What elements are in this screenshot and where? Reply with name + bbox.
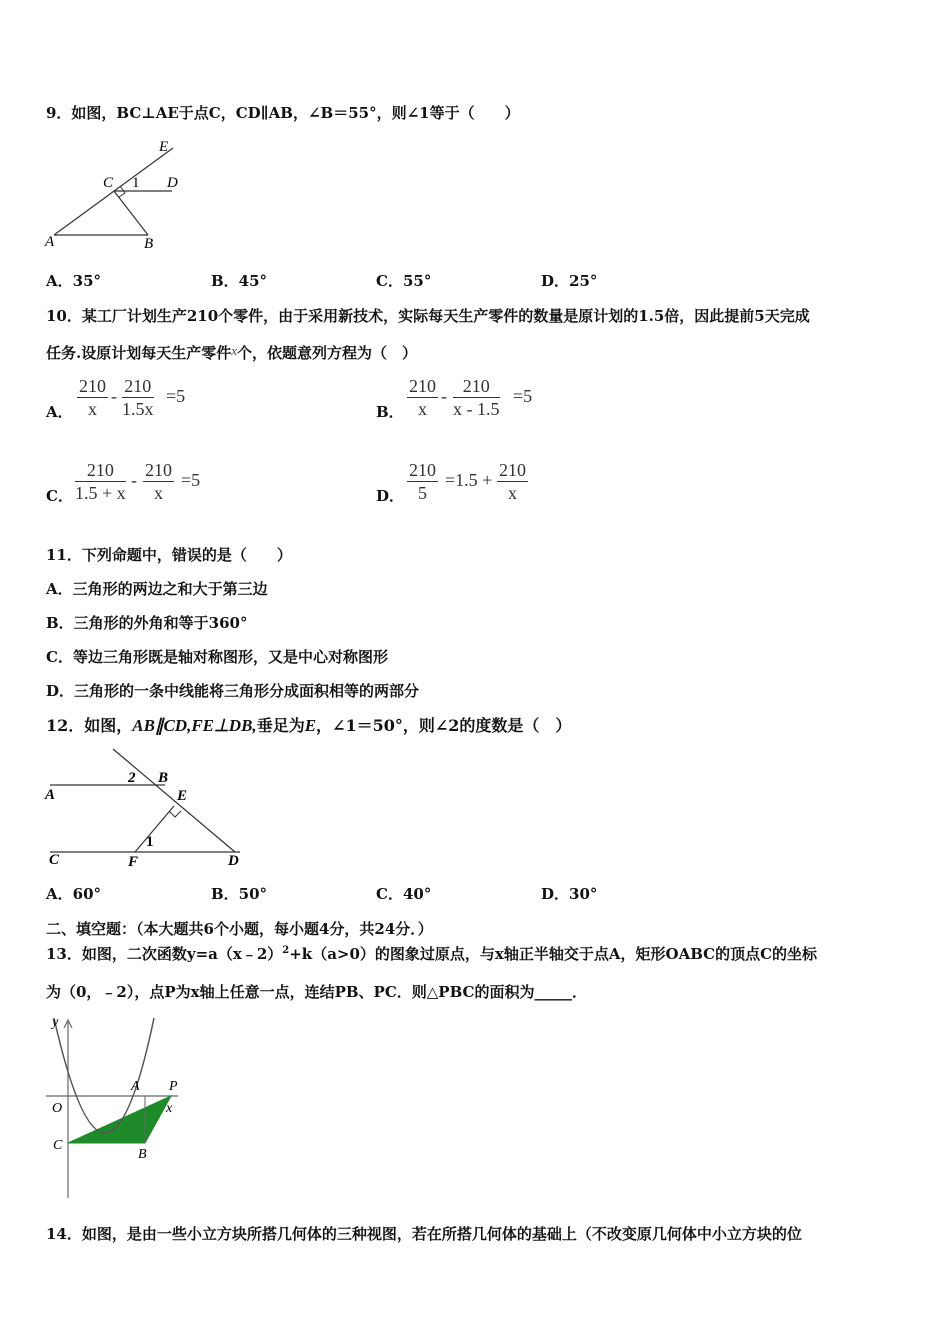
q12-label-C: C [49, 852, 60, 868]
q10-stem-line2b: 个，依题意列方程为（ ） [237, 344, 418, 362]
q10-a-num1: 210 [79, 376, 106, 396]
q12-label-D: D [228, 853, 239, 869]
q10-d-frac1 [407, 459, 438, 504]
q10-b-den2: x - 1.5 [453, 399, 500, 419]
q11-option-a: A．三角形的两边之和大于第三边 [46, 580, 268, 598]
q10-stem-line2 [46, 342, 417, 363]
q10-c-den2: x [154, 483, 163, 503]
q10-c-num1: 210 [75, 459, 126, 482]
q11-option-d: D．三角形的一条中线能将三角形分成面积相等的两部分 [46, 682, 420, 700]
q12-stem-b: 垂足为 [256, 716, 305, 735]
q9-label-angle1: 1 [132, 175, 140, 191]
q10-c-num2: 210 [145, 460, 172, 480]
q10-d-mid: =1.5 + [445, 470, 493, 490]
q12-label-E: E [177, 788, 188, 804]
q10-b-num1: 210 [409, 376, 436, 396]
q10-b-num2: 210 [453, 375, 500, 398]
q13-line1 [46, 943, 817, 964]
q10-b-frac2 [453, 375, 500, 420]
q9-label-A: A [45, 234, 55, 250]
q10-stem-line1: 10．某工厂计划生产210个零件，由于采用新技术，实际每天生产零件的数量是原计划的1.5倍，因此提前5天完成 [46, 307, 810, 325]
q12-option-c: C．40° [376, 885, 432, 903]
q13-label-C: C [53, 1138, 63, 1153]
q12-label-F: F [128, 854, 139, 870]
q10-label-c: C． [46, 487, 73, 505]
q10-a-frac2 [122, 375, 154, 420]
q12-stem [46, 713, 571, 736]
section-fill-in-heading: 二、填空题：（本大题共6个小题，每小题4分，共24分．） [46, 920, 433, 938]
q12-figure [40, 742, 250, 874]
q9-label-B: B [144, 236, 154, 252]
q10-a-op: - [111, 386, 117, 406]
q13-line1a: 13．如图，二次函数y=a（x﹣2） [46, 945, 283, 963]
q10-d-num2: 210 [499, 460, 526, 480]
q9-figure [40, 136, 200, 254]
q12-label-angle1: 1 [146, 834, 154, 850]
q10-c-op: - [131, 470, 137, 490]
q9-label-E: E [159, 139, 169, 155]
q13-label-O: O [52, 1101, 63, 1116]
q10-d-num1: 210 [409, 460, 436, 480]
q9-label-C: C [103, 175, 114, 191]
q9-stem: 9．如图，BC⊥AE于点C，CD∥AB，∠B＝55°，则∠1等于（ ） [46, 104, 520, 122]
q10-label-b: B． [376, 403, 404, 421]
q12-option-a: A．60° [46, 885, 102, 903]
q11-stem: 11．下列命题中，错误的是（ ） [46, 546, 292, 564]
q10-b-op: - [441, 386, 447, 406]
q10-a-den2: 1.5x [122, 399, 154, 419]
q12-stem-math: AB∥CD,FE⊥DB, [132, 716, 257, 735]
q10-a-den1: x [88, 399, 97, 419]
q10-label-d: D． [376, 487, 405, 505]
q12-stem-a: 12．如图， [46, 716, 133, 735]
q13-shaded-triangle [68, 1096, 171, 1143]
q12-option-d: D．30° [541, 885, 598, 903]
q12-label-angle2: 2 [128, 770, 136, 786]
q13-label-P: P [169, 1079, 178, 1094]
q13-label-y: y [52, 1015, 59, 1030]
q12-option-b: B．50° [211, 885, 268, 903]
q10-b-rhs: =5 [513, 386, 533, 406]
q12-stem-e: E [304, 716, 317, 735]
q10-c-frac1 [75, 459, 126, 504]
q10-c-frac2 [143, 459, 174, 504]
q10-stem-line2a: 任务.设原计划每天生产零件 [46, 344, 232, 362]
q10-d-den2: x [508, 483, 517, 503]
q13-line1b: +k（a>0）的图象过原点，与x轴正半轴交于点A，矩形OABC的顶点C的坐标 [289, 945, 818, 963]
q10-b-frac1 [407, 375, 438, 420]
q10-label-a: A． [46, 403, 73, 421]
q10-d-frac2 [497, 459, 528, 504]
q10-a-rhs: =5 [166, 386, 186, 406]
q12-label-A: A [45, 787, 56, 803]
q13-exponent: 2 [282, 945, 290, 956]
q10-a-num2: 210 [122, 375, 154, 398]
q13-label-x: x [166, 1101, 173, 1116]
q13-line2: 为（0，﹣2），点P为x轴上任意一点，连结PB、PC．则△PBC的面积为_____． [46, 983, 587, 1001]
q10-c-rhs: =5 [181, 470, 201, 490]
q10-d-den1: 5 [418, 483, 427, 503]
q14-stem: 14．如图，是由一些小立方块所搭几何体的三种视图，若在所搭几何体的基础上（不改变原几何体中小立方块的位 [46, 1225, 802, 1243]
q10-var-x: x [231, 343, 238, 358]
q12-stem-c: ，∠1＝50°，则∠2的度数是（ ） [316, 716, 572, 735]
q12-label-B: B [158, 770, 169, 786]
q13-figure [44, 1012, 186, 1204]
q10-b-den1: x [418, 399, 427, 419]
q10-c-den1: 1.5 + x [75, 483, 126, 503]
q9-option-d: D．25° [541, 272, 598, 290]
q10-a-frac1 [77, 375, 108, 420]
q9-label-D: D [167, 175, 178, 191]
q13-label-B: B [138, 1147, 147, 1162]
q9-option-b: B．45° [211, 272, 268, 290]
q13-label-A: A [131, 1079, 140, 1094]
q9-option-c: C．55° [376, 272, 432, 290]
q9-option-a: A．35° [46, 272, 102, 290]
q11-option-c: C．等边三角形既是轴对称图形，又是中心对称图形 [46, 648, 388, 666]
q11-option-b: B．三角形的外角和等于360° [46, 614, 248, 632]
